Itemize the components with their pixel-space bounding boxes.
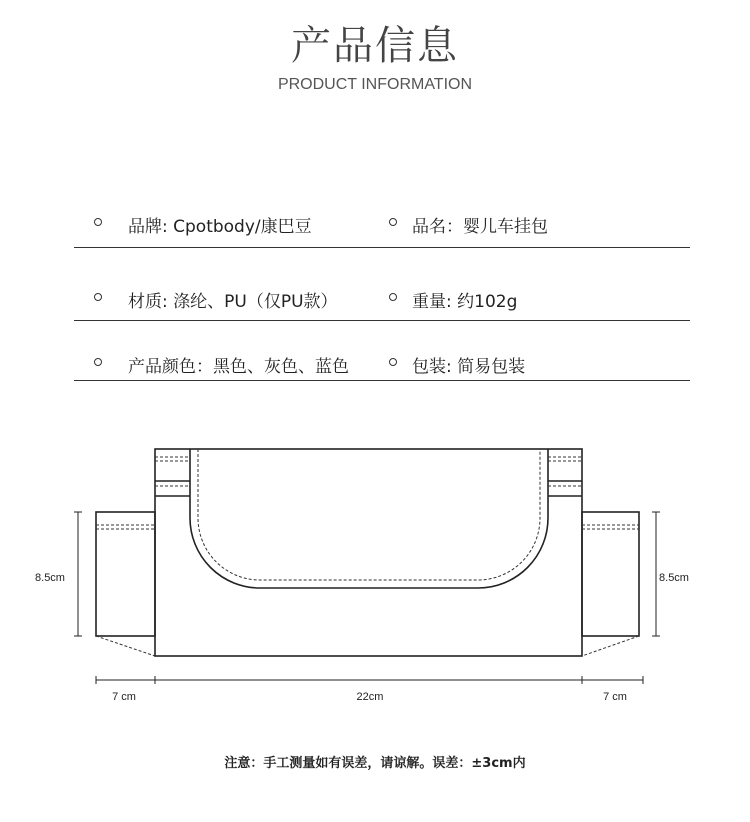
dim-width-left: 7 cm — [112, 691, 136, 703]
dim-height-left: 8.5cm — [35, 572, 65, 584]
spec-colors: 产品颜色：黑色、灰色、蓝色 — [128, 357, 349, 377]
bag-left-pocket — [96, 512, 155, 636]
spec-material: 材质: 涤纶、PU（仅PU款） — [128, 292, 338, 312]
spec-brand: 品牌: Cpotbody/康巴豆 — [128, 217, 312, 237]
page-title: 产品信息 — [291, 23, 459, 69]
dim-width-right: 7 cm — [603, 691, 627, 703]
dim-width-center: 22cm — [356, 691, 384, 703]
dim-height-right: 8.5cm — [659, 572, 689, 584]
spec-packaging: 包装: 简易包装 — [412, 357, 526, 377]
spec-weight: 重量: 约102g — [412, 292, 518, 312]
flap-stitch — [198, 449, 540, 580]
bag-flap — [190, 449, 548, 588]
measurement-note: 注意：手工测量如有误差，请谅解。误差：±3cm内 — [224, 756, 526, 771]
spec-product-name: 品名：婴儿车挂包 — [412, 217, 548, 237]
bag-main-body — [155, 449, 582, 656]
bag-right-pocket — [582, 512, 639, 636]
page-subtitle: PRODUCT INFORMATION — [277, 76, 473, 93]
